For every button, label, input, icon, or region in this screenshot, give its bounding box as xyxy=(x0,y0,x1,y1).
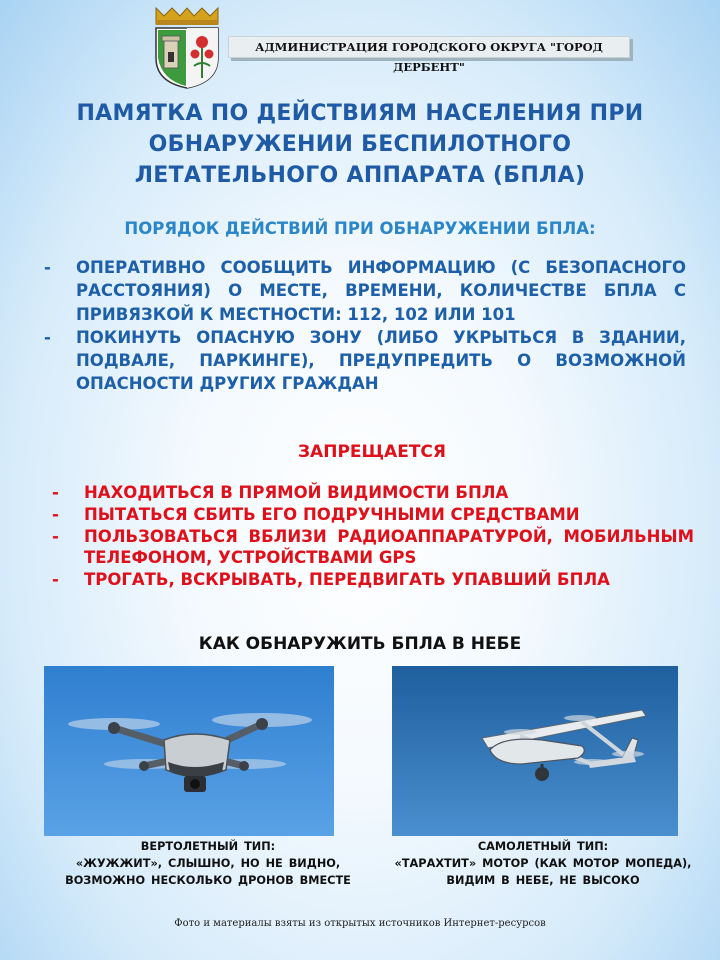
procedure-list xyxy=(44,256,686,396)
forbidden-item-text: ПОЛЬЗОВАТЬСЯ ВБЛИЗИ РАДИОАППАРАТУРОЙ, МОБИЛЬНЫМ ТЕЛЕФОНОМ, УСТРОЙСТВАМИ GPS xyxy=(84,526,694,568)
bullet-dash: - xyxy=(52,504,59,524)
procedure-item-text: ОПЕРАТИВНО СООБЩИТЬ ИНФОРМАЦИЮ (С БЕЗОПАСНОГО РАССТОЯНИЯ) О МЕСТЕ, ВРЕМЕНИ, КОЛИЧЕСТВЕ БПЛА С ПРИВЯЗКОЙ К МЕСТНОСТИ: 112, 102 ИЛИ 101 xyxy=(76,258,686,324)
quadcopter-caption xyxy=(36,838,380,889)
caption-line: ВОЗМОЖНО НЕСКОЛЬКО ДРОНОВ ВМЕСТЕ xyxy=(65,874,351,887)
forbidden-item-text: НАХОДИТЬСЯ В ПРЯМОЙ ВИДИМОСТИ БПЛА xyxy=(84,483,509,502)
caption-line: ВИДИМ В НЕБЕ, НЕ ВЫСОКО xyxy=(446,874,640,887)
detection-heading: КАК ОБНАРУЖИТЬ БПЛА В НЕБЕ xyxy=(198,634,522,654)
procedure-heading: ПОРЯДОК ДЕЙСТВИЙ ПРИ ОБНАРУЖЕНИИ БПЛА: xyxy=(124,219,596,238)
procedure-item-text: ПОКИНУТЬ ОПАСНУЮ ЗОНУ (ЛИБО УКРЫТЬСЯ В ЗДАНИИ, ПОДВАЛЕ, ПАРКИНГЕ), ПРЕДУПРЕДИТЬ О ВОЗМОЖНОЙ ОПАСНОСТИ ДРУГИХ ГРАЖДАН xyxy=(76,327,686,394)
procedure-item xyxy=(44,326,686,396)
caption-line: САМОЛЕТНЫЙ ТИП: xyxy=(477,840,609,853)
bullet-dash: - xyxy=(52,526,59,546)
city-emblem-icon xyxy=(150,6,224,90)
fixed-wing-caption xyxy=(366,838,720,889)
forbidden-item xyxy=(52,569,694,591)
caption-line: «ТАРАХТИТ» МОТОР (КАК МОТОР МОПЕДА), xyxy=(394,857,692,870)
bullet-dash: - xyxy=(52,483,59,502)
quadcopter-drone-photo xyxy=(44,666,334,836)
forbidden-item-text: ТРОГАТЬ, ВСКРЫВАТЬ, ПЕРЕДВИГАТЬ УПАВШИЙ БПЛА xyxy=(84,570,610,590)
forbidden-heading: ЗАПРЕЩАЕТСЯ xyxy=(297,442,446,462)
fixed-wing-drone-photo xyxy=(392,666,678,836)
bullet-dash: - xyxy=(52,570,59,590)
title-line: ПАМЯТКА ПО ДЕЙСТВИЯМ НАСЕЛЕНИЯ ПРИ xyxy=(76,101,644,126)
caption-line: ВЕРТОЛЕТНЫЙ ТИП: xyxy=(140,840,276,853)
caption-line: «ЖУЖЖИТ», СЛЫШНО, НО НЕ ВИДНО, xyxy=(75,857,341,870)
bullet-dash: - xyxy=(44,258,51,277)
procedure-item xyxy=(44,256,686,326)
forbidden-item xyxy=(52,526,694,570)
forbidden-item-text: ПЫТАТЬСЯ СБИТЬ ЕГО ПОДРУЧНЫМИ СРЕДСТВАМИ xyxy=(84,504,580,524)
forbidden-list xyxy=(52,482,694,591)
administration-label: АДМИНИСТРАЦИЯ ГОРОДСКОГО ОКРУГА "ГОРОД ДЕРБЕНТ" xyxy=(228,36,630,58)
forbidden-item xyxy=(52,504,694,526)
forbidden-item xyxy=(52,482,694,504)
title-line: ЛЕТАТЕЛЬНОГО АППАРАТА (БПЛА) xyxy=(134,163,586,188)
title-line: ОБНАРУЖЕНИИ БЕСПИЛОТНОГО xyxy=(148,132,572,157)
bullet-dash: - xyxy=(44,327,51,347)
source-note: Фото и материалы взяты из открытых источников Интернет-ресурсов xyxy=(174,918,546,929)
page-title xyxy=(30,98,690,191)
